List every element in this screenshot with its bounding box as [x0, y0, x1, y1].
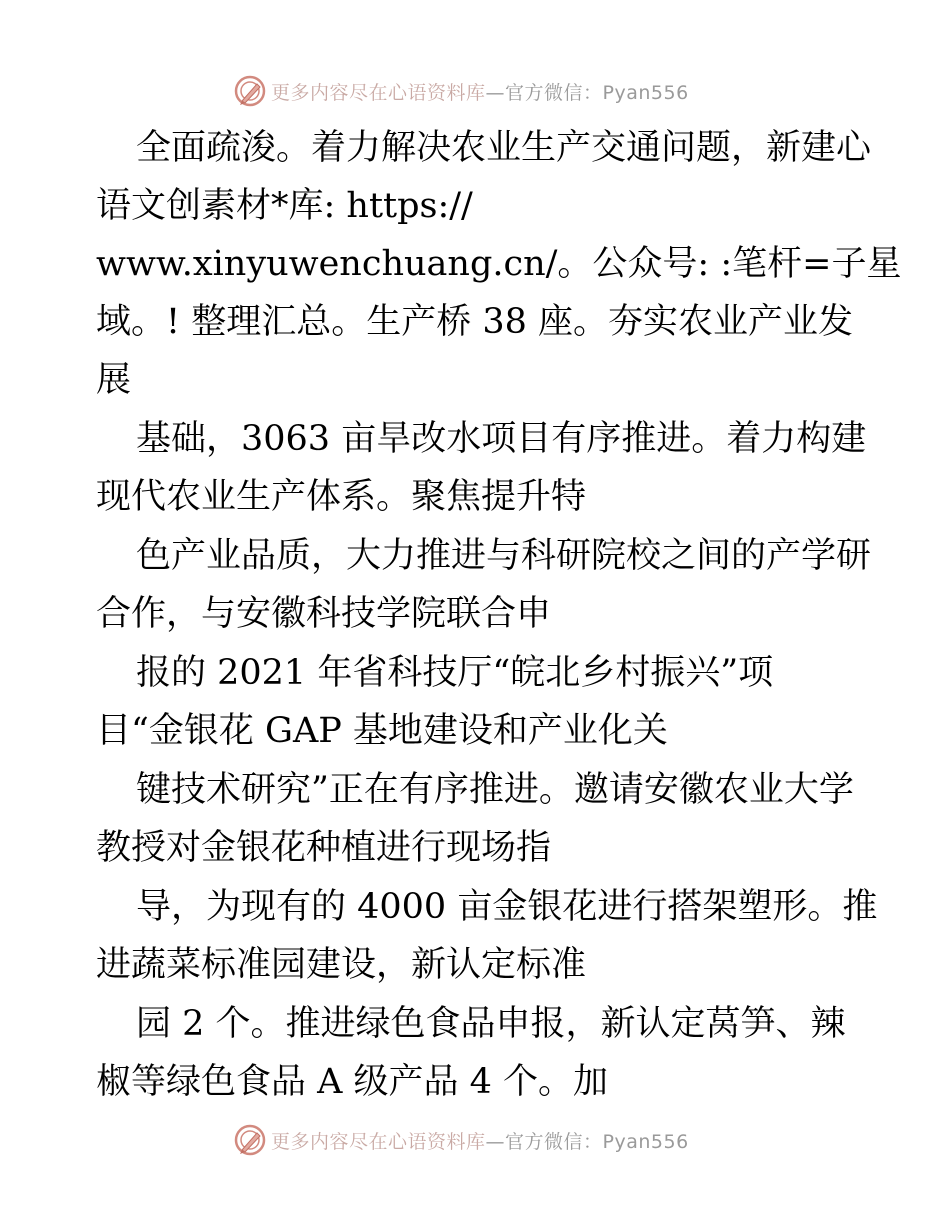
text-line: 园 2 个。推进绿色食品申报，新认定莴笋、辣 — [136, 1004, 846, 1044]
text-line: 展 — [96, 360, 132, 400]
text-line: 教授对金银花种植进行现场指 — [96, 828, 552, 868]
header-watermark — [0, 71, 950, 111]
text-line: 进蔬菜标准园建设，新认定标准 — [96, 945, 587, 985]
text-line: 色产业品质，大力推进与科研院校之间的产学研 — [136, 536, 872, 576]
pen-logo-icon — [233, 1123, 267, 1157]
header-separator: — — [485, 81, 506, 104]
text-line: 目“金银花 GAP 基地建设和产业化关 — [96, 711, 668, 751]
header-site-text: 更多内容尽在心语资料库 — [271, 81, 486, 104]
text-line: 现代农业生产体系。聚焦提升特 — [96, 477, 587, 517]
text-line: 导，为现有的 4000 亩金银花进行搭架塑形。推 — [136, 887, 878, 927]
footer-separator: — — [485, 1130, 506, 1153]
footer-wechat-text: 官方微信：Pyan556 — [505, 1130, 689, 1153]
text-line: 椒等绿色食品 A 级产品 4 个。加 — [96, 1062, 609, 1102]
text-line: 语文创素材*库: https:// — [96, 186, 473, 226]
header-wechat-text: 官方微信：Pyan556 — [505, 81, 689, 104]
footer-site-text: 更多内容尽在心语资料库 — [271, 1130, 486, 1153]
text-line: 报的 2021 年省科技厅“皖北乡村振兴”项 — [136, 653, 774, 693]
pen-logo-icon — [233, 74, 267, 108]
text-line: 合作，与安徽科技学院联合申 — [96, 594, 552, 634]
text-line: 域。! 整理汇总。生产桥 38 座。夯实农业产业发 — [96, 302, 853, 342]
text-line: 键技术研究”正在有序推进。邀请安徽农业大学 — [136, 770, 854, 810]
text-line: 基础，3063 亩旱改水项目有序推进。着力构建 — [136, 419, 867, 459]
text-line: 全面疏浚。着力解决农业生产交通问题，新建心 — [136, 128, 872, 168]
footer-watermark — [0, 1120, 950, 1160]
text-line: www.xinyuwenchuang.cn/。公众号: :笔杆=子星 — [96, 244, 902, 284]
